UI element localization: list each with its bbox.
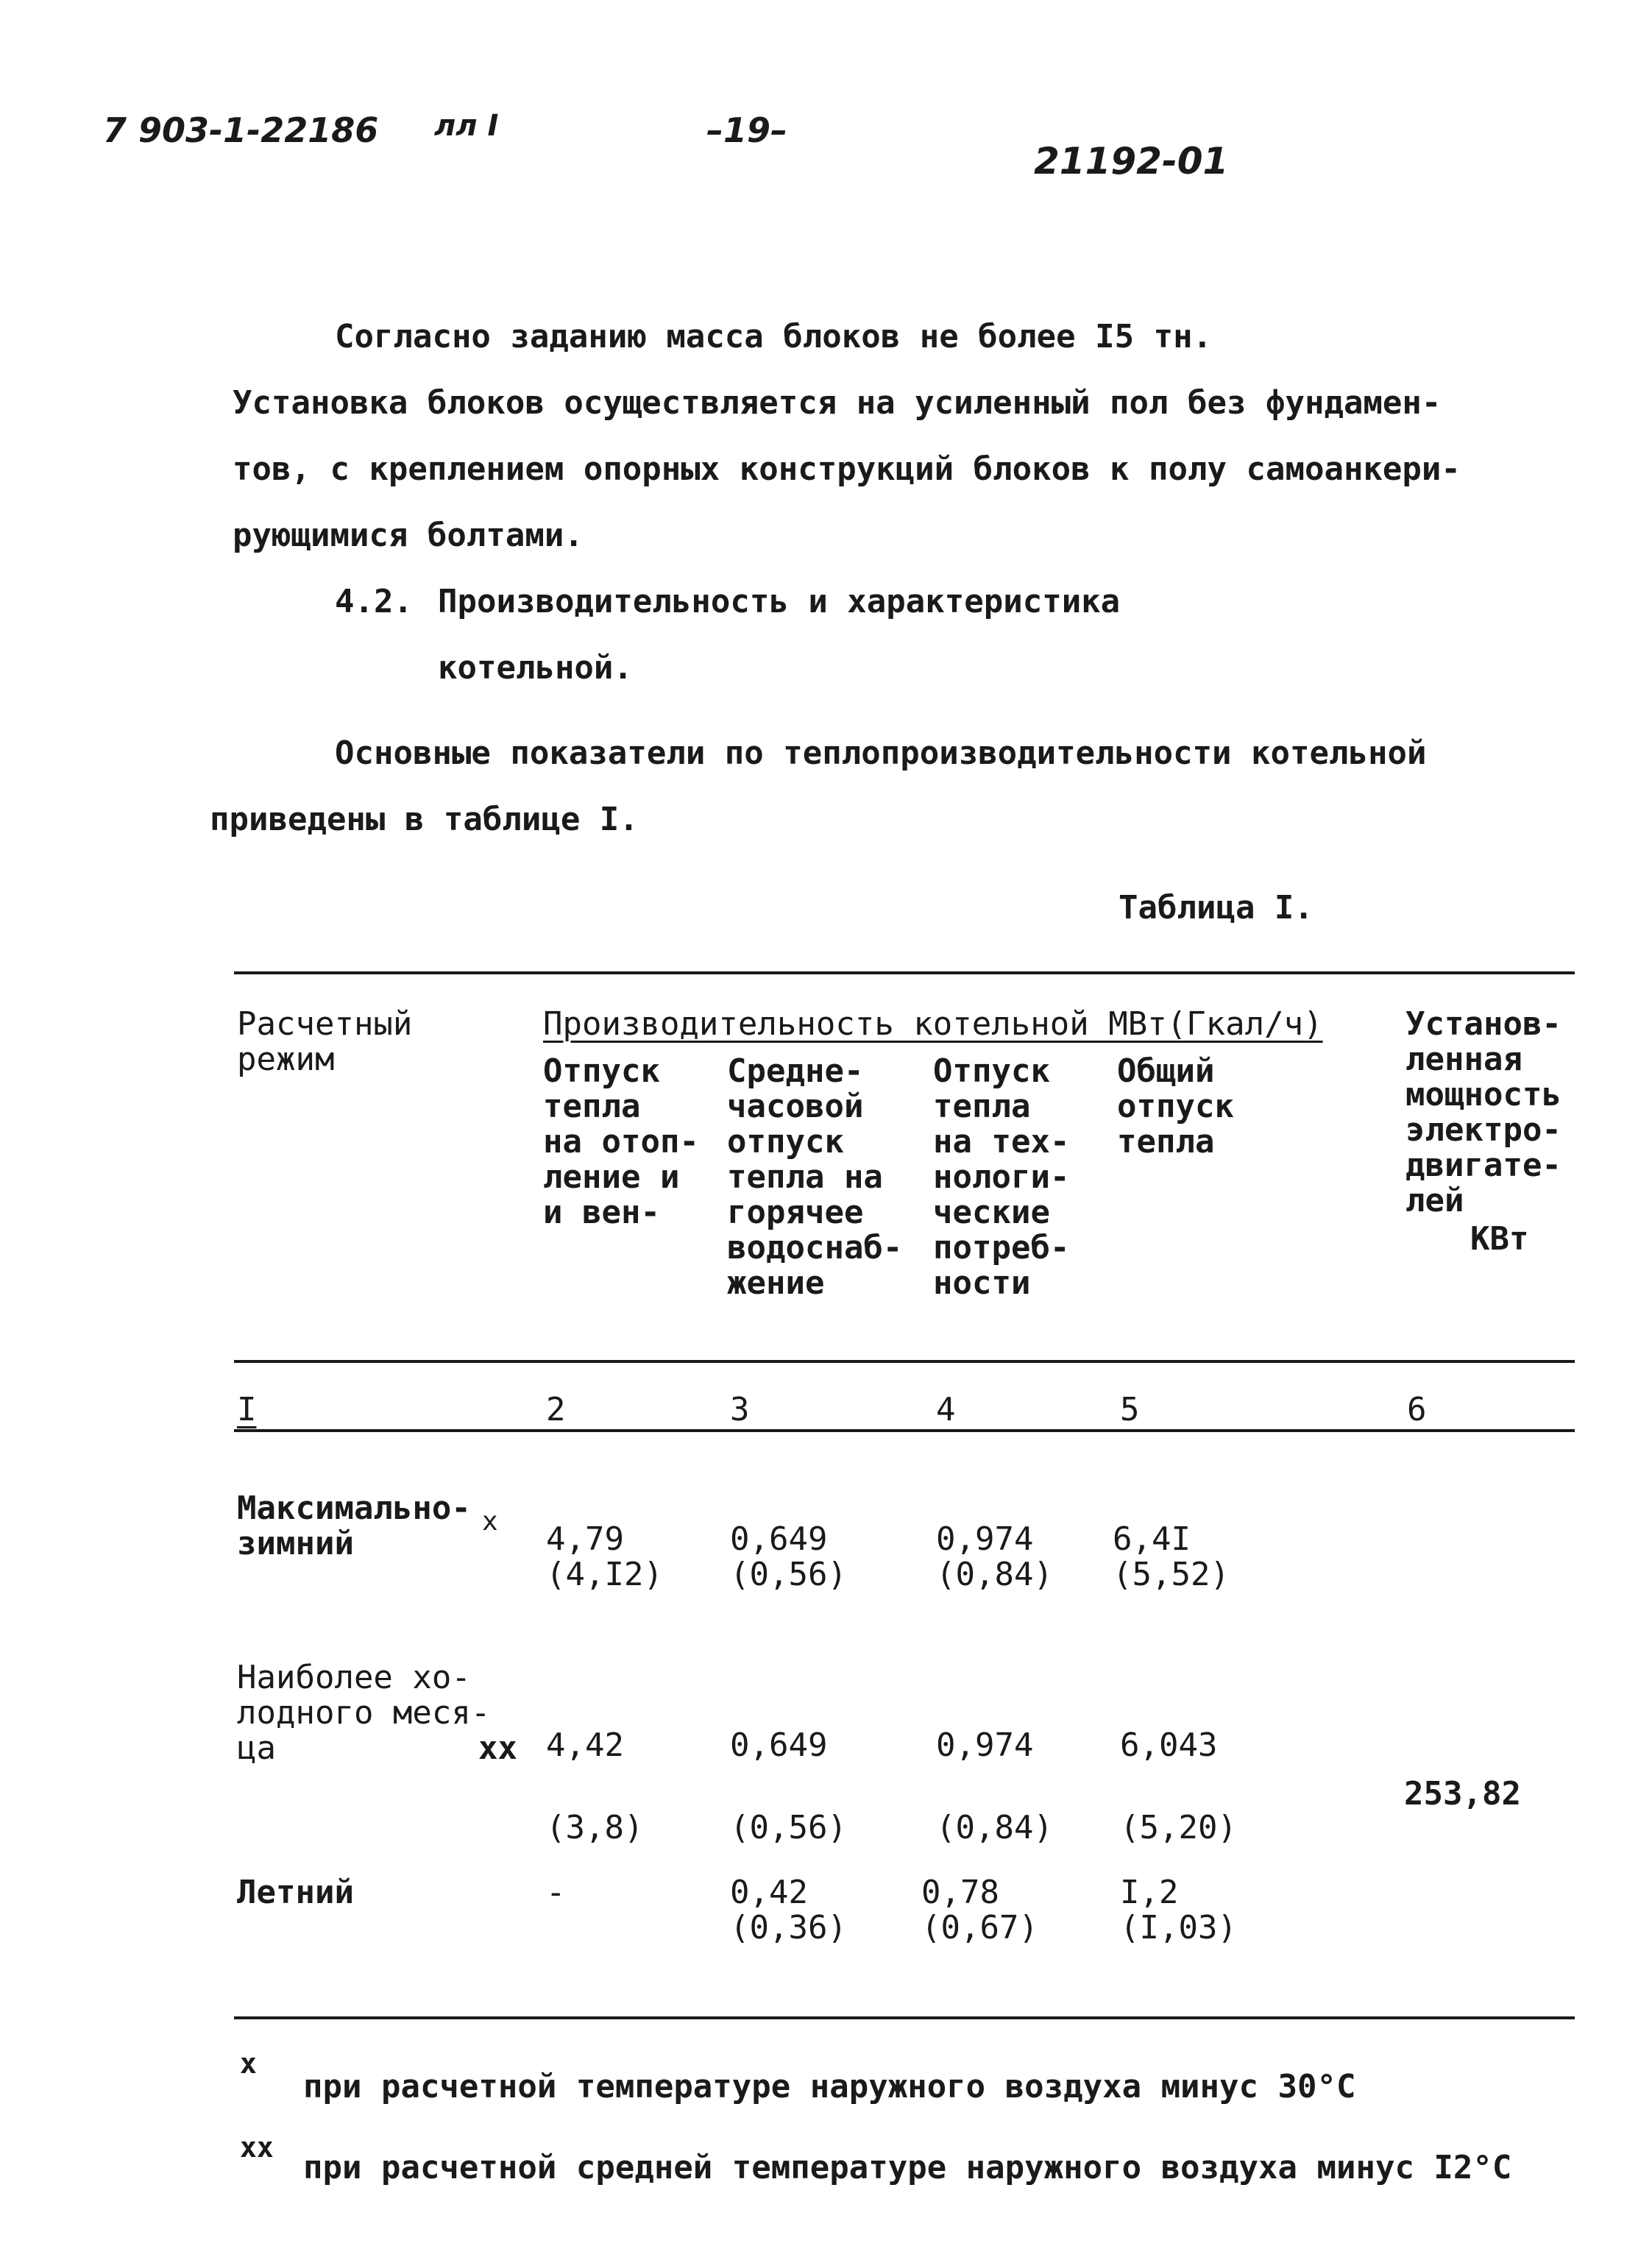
- footnote1-mark: x: [240, 2047, 257, 2080]
- col-number-5: 5: [1120, 1391, 1140, 1428]
- row3-mode: Летний: [237, 1874, 354, 1911]
- footnote1-text: при расчетной температуре наружного воздуха минус 30°С: [303, 2068, 1356, 2105]
- row3-total: I,2 (I,03): [1120, 1874, 1237, 1946]
- inventory-number: 21192-01: [1034, 140, 1229, 183]
- table-top-rule: [234, 971, 1575, 974]
- section-title-1: Производительность и характеристика: [438, 583, 1121, 620]
- section-title-2: котельной.: [438, 649, 633, 687]
- section-number: 4.2.: [335, 583, 413, 620]
- row2-hot-water-gcal: (0,56): [730, 1809, 847, 1846]
- row2-mode: Наиболее хо- лодного меся- ца: [237, 1659, 491, 1767]
- row1-hot-water: 0,649 (0,56): [730, 1520, 847, 1593]
- row3-heating: -: [546, 1874, 566, 1911]
- header-heating: Отпуск тепла на отоп- ление и и вен-: [543, 1052, 699, 1231]
- text-line-3: тов, с креплением опорных конструкций блоков к полу самоанкери-: [233, 450, 1461, 488]
- header-total: Общий отпуск тепла: [1117, 1052, 1234, 1161]
- row1-mark: x: [482, 1506, 498, 1537]
- header-installed-power: Установ- ленная мощность электро- двигате- лей: [1405, 1005, 1561, 1219]
- paragraph-line-2: приведены в таблице I.: [210, 801, 639, 838]
- row1-total: 6,4I (5,52): [1113, 1520, 1230, 1593]
- row2-hot-water: 0,649: [730, 1726, 828, 1764]
- row3-technological: 0,78 (0,67): [921, 1874, 1038, 1946]
- row2-total: 6,043: [1120, 1726, 1218, 1764]
- row2-technological-gcal: (0,84): [936, 1809, 1053, 1846]
- table-caption: Таблица I.: [1119, 889, 1314, 927]
- installed-power-value: 253,82: [1404, 1775, 1521, 1813]
- header-installed-power-unit: КВт: [1470, 1220, 1529, 1258]
- footnote2-text: при расчетной средней температуре наружного воздуха минус I2°С: [303, 2149, 1512, 2186]
- row2-heating-gcal: (3,8): [546, 1809, 644, 1846]
- row2-technological: 0,974: [936, 1726, 1034, 1764]
- row2-mark: xx: [478, 1729, 517, 1767]
- header-technological: Отпуск тепла на тех- нологи- ческие потреб- ности: [933, 1052, 1070, 1302]
- header-mode: Расчетный режим: [237, 1005, 413, 1078]
- text-line-1: Согласно заданию масса блоков не более I5 тн.: [335, 318, 1213, 355]
- row2-heating: 4,42: [546, 1726, 624, 1764]
- table-bottom-rule: [234, 2016, 1575, 2019]
- table-header-rule: [234, 1360, 1575, 1363]
- col-number-3: 3: [730, 1391, 750, 1428]
- text-line-2: Установка блоков осуществляется на усиленный пол без фундамен-: [233, 384, 1442, 422]
- doc-code: 7 903-1-22186: [103, 110, 379, 150]
- text-line-4: рующимися болтами.: [233, 517, 584, 554]
- header-productivity-group: Производительность котельной МВт(Гкал/ч): [543, 1005, 1323, 1043]
- col-number-4: 4: [936, 1391, 956, 1428]
- header-hot-water: Средне- часовой отпуск тепла на горячее водоснаб- жение: [727, 1052, 903, 1302]
- footnote2-mark: xx: [240, 2131, 274, 2164]
- row1-heating: 4,79 (4,I2): [546, 1520, 663, 1593]
- col-number-1: I: [237, 1391, 257, 1428]
- row1-technological: 0,974 (0,84): [936, 1520, 1053, 1593]
- row2-total-gcal: (5,20): [1120, 1809, 1237, 1846]
- sheet-label: лл I: [434, 109, 499, 143]
- col-number-2: 2: [546, 1391, 566, 1428]
- paragraph-line-1: Основные показатели по теплопроизводительности котельной: [335, 734, 1427, 772]
- page-number: –19–: [706, 110, 788, 150]
- col-number-6: 6: [1407, 1391, 1427, 1428]
- row3-hot-water: 0,42 (0,36): [730, 1874, 847, 1946]
- table-numbers-rule: [234, 1429, 1575, 1432]
- row1-mode: Максимально- зимний: [237, 1489, 471, 1562]
